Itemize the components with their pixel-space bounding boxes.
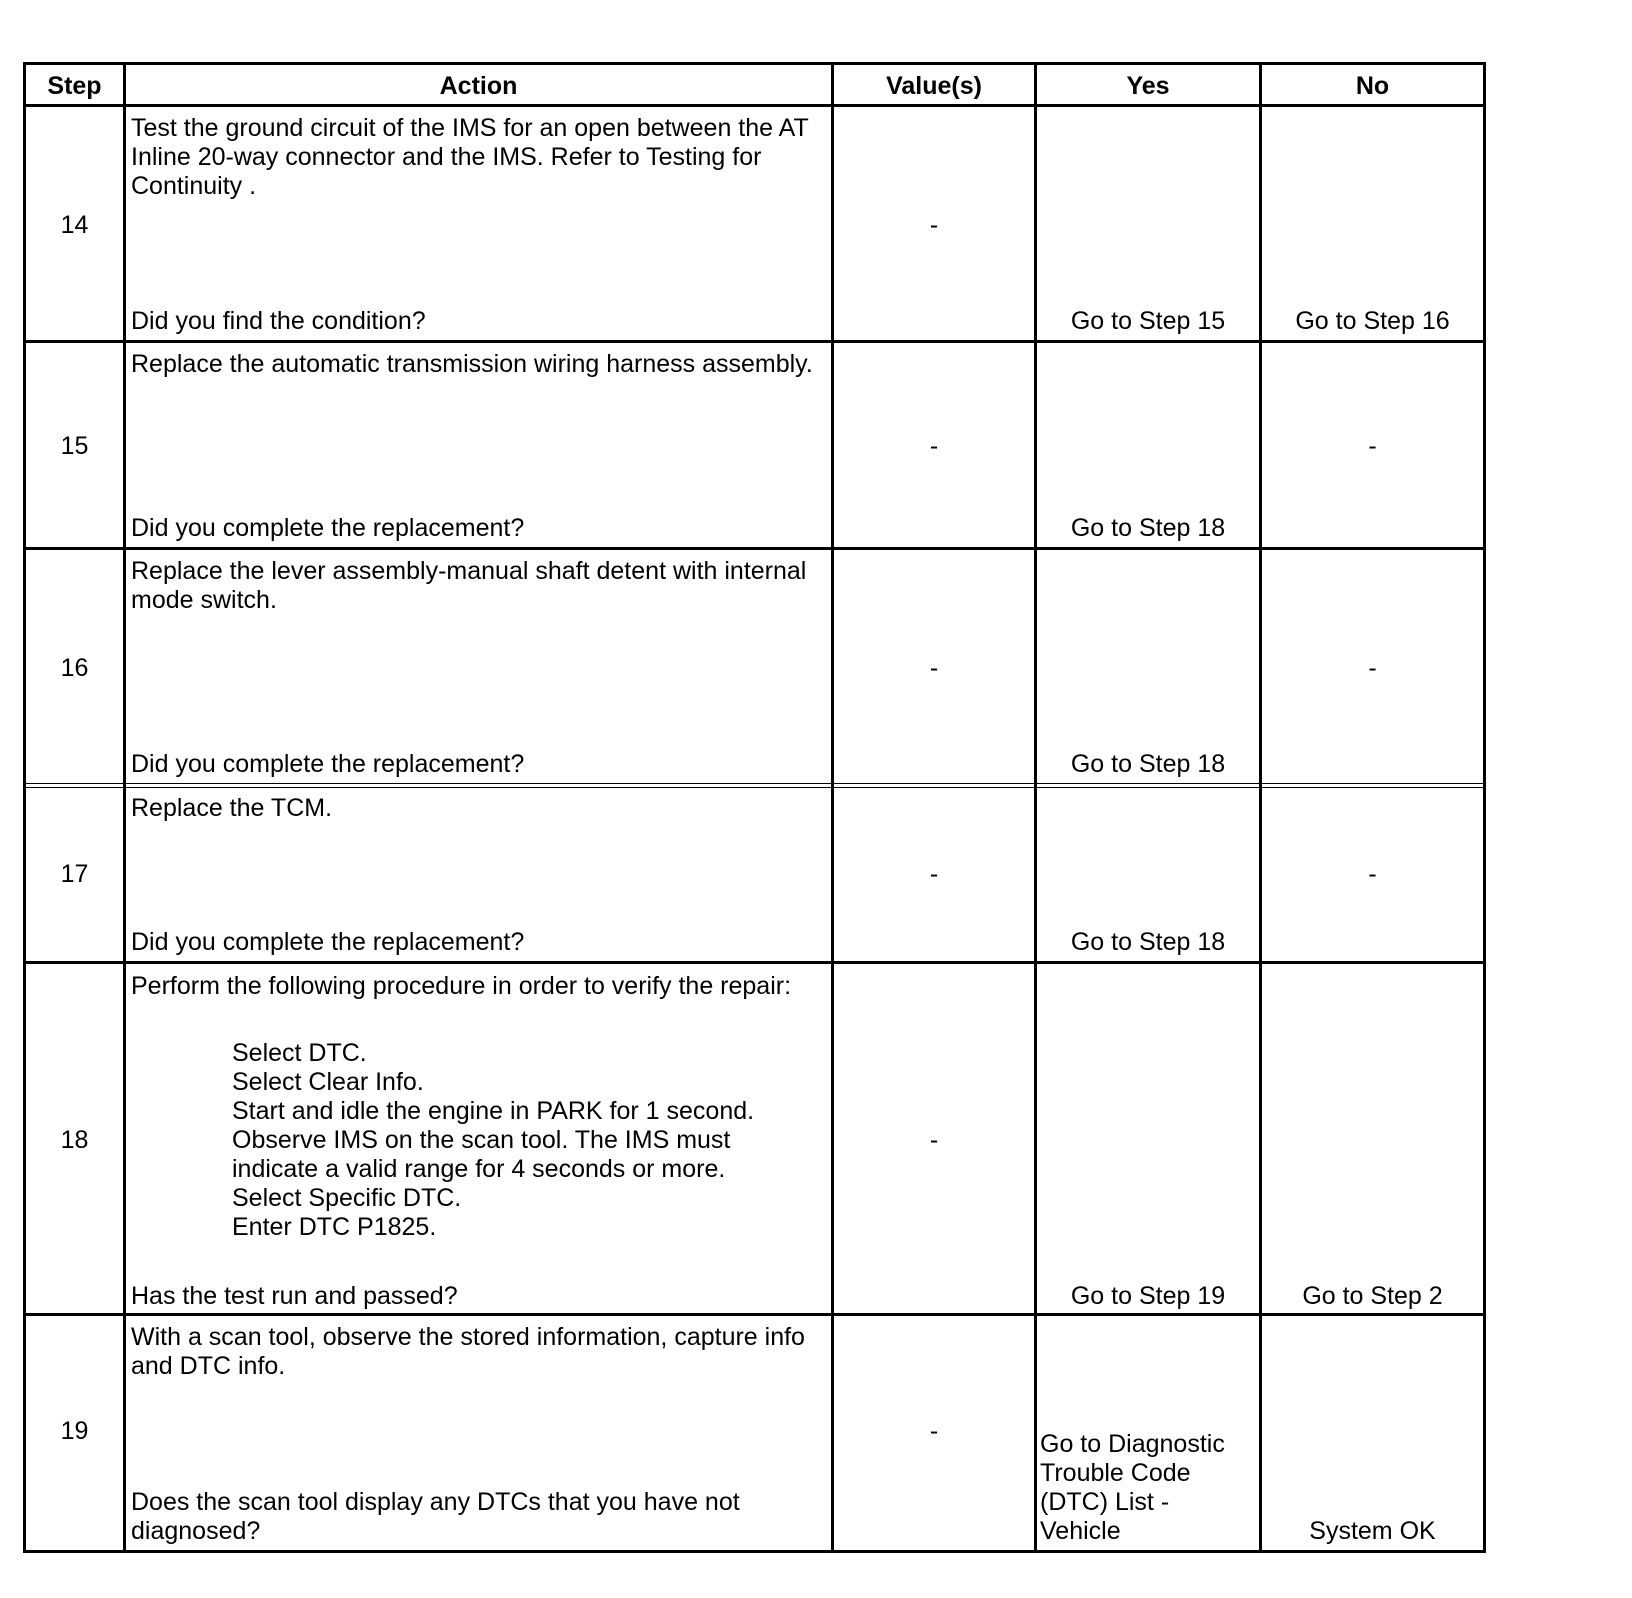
header-yes: Yes bbox=[1126, 72, 1170, 100]
header-divider bbox=[23, 104, 1486, 107]
action-question: Did you complete the replacement? bbox=[131, 928, 525, 956]
row-divider bbox=[23, 547, 1486, 550]
no-cell: Go to Step 2 bbox=[1302, 1282, 1443, 1310]
value-cell: - bbox=[929, 860, 939, 888]
no-cell: - bbox=[1368, 432, 1377, 460]
action-text: With a scan tool, observe the stored information, capture info and DTC info. bbox=[131, 1323, 805, 1380]
action-question: Does the scan tool display any DTCs that you have not diagnosed? bbox=[131, 1488, 740, 1545]
yes-cell: Go to Step 18 bbox=[1070, 750, 1226, 778]
no-cell: - bbox=[1368, 654, 1377, 682]
col-border bbox=[1034, 64, 1037, 1551]
step-number: 14 bbox=[60, 211, 89, 239]
value-cell: - bbox=[929, 1417, 939, 1445]
col-border bbox=[1483, 64, 1486, 1551]
step-number: 19 bbox=[60, 1417, 89, 1445]
yes-cell: Go to Step 19 bbox=[1070, 1282, 1226, 1310]
row-divider bbox=[23, 1313, 1486, 1316]
row-divider bbox=[23, 340, 1486, 343]
step-number: 15 bbox=[60, 432, 89, 460]
row-divider bbox=[23, 783, 1486, 784]
header-action: Action bbox=[439, 72, 518, 100]
procedure-step: Select Specific DTC. bbox=[232, 1184, 462, 1212]
col-border bbox=[1259, 64, 1262, 1551]
col-border bbox=[831, 64, 834, 1551]
col-border bbox=[23, 64, 26, 1551]
value-cell: - bbox=[929, 211, 939, 239]
step-number: 17 bbox=[60, 860, 89, 888]
no-cell: System OK bbox=[1309, 1517, 1436, 1545]
header-values: Value(s) bbox=[886, 72, 982, 100]
action-text: Test the ground circuit of the IMS for an open between the AT Inline 20-way connector and the IMS. Refer to Testing for Continuity . bbox=[131, 114, 809, 200]
row-divider bbox=[23, 787, 1486, 788]
no-cell: - bbox=[1368, 860, 1377, 888]
yes-cell: Go to Step 15 bbox=[1070, 307, 1226, 335]
table-border-top bbox=[23, 62, 1486, 65]
procedure-step: Select DTC. bbox=[232, 1039, 367, 1067]
action-text: Perform the following procedure in order to verify the repair: bbox=[131, 972, 792, 1000]
value-cell: - bbox=[929, 432, 939, 460]
step-number: 18 bbox=[60, 1126, 89, 1154]
header-no: No bbox=[1355, 72, 1390, 100]
col-border bbox=[123, 64, 126, 1551]
action-question: Did you complete the replacement? bbox=[131, 750, 525, 778]
yes-cell: Go to Step 18 bbox=[1070, 514, 1226, 542]
row-divider bbox=[23, 961, 1486, 964]
procedure-step: Enter DTC P1825. bbox=[232, 1213, 437, 1241]
no-cell: Go to Step 16 bbox=[1295, 307, 1450, 335]
action-text: Replace the automatic transmission wiring harness assembly. bbox=[131, 350, 813, 378]
table-border-bottom bbox=[23, 1550, 1486, 1553]
yes-cell: Go to Diagnostic Trouble Code (DTC) List - Vehicle bbox=[1040, 1430, 1225, 1545]
action-question: Has the test run and passed? bbox=[131, 1282, 458, 1310]
action-question: Did you complete the replacement? bbox=[131, 514, 525, 542]
action-question: Did you find the condition? bbox=[131, 307, 426, 335]
yes-cell: Go to Step 18 bbox=[1070, 928, 1226, 956]
procedure-step: Select Clear Info. bbox=[232, 1068, 424, 1096]
procedure-list bbox=[232, 1039, 792, 1242]
value-cell: - bbox=[929, 1126, 939, 1154]
procedure-step: Start and idle the engine in PARK for 1 second. bbox=[232, 1097, 755, 1125]
action-text: Replace the lever assembly-manual shaft detent with internal mode switch. bbox=[131, 557, 807, 614]
step-number: 16 bbox=[60, 654, 89, 682]
procedure-step: Observe IMS on the scan tool. The IMS must indicate a valid range for 4 seconds or more. bbox=[232, 1126, 731, 1183]
action-text: Replace the TCM. bbox=[131, 794, 333, 822]
header-step: Step bbox=[47, 72, 102, 100]
value-cell: - bbox=[929, 654, 939, 682]
